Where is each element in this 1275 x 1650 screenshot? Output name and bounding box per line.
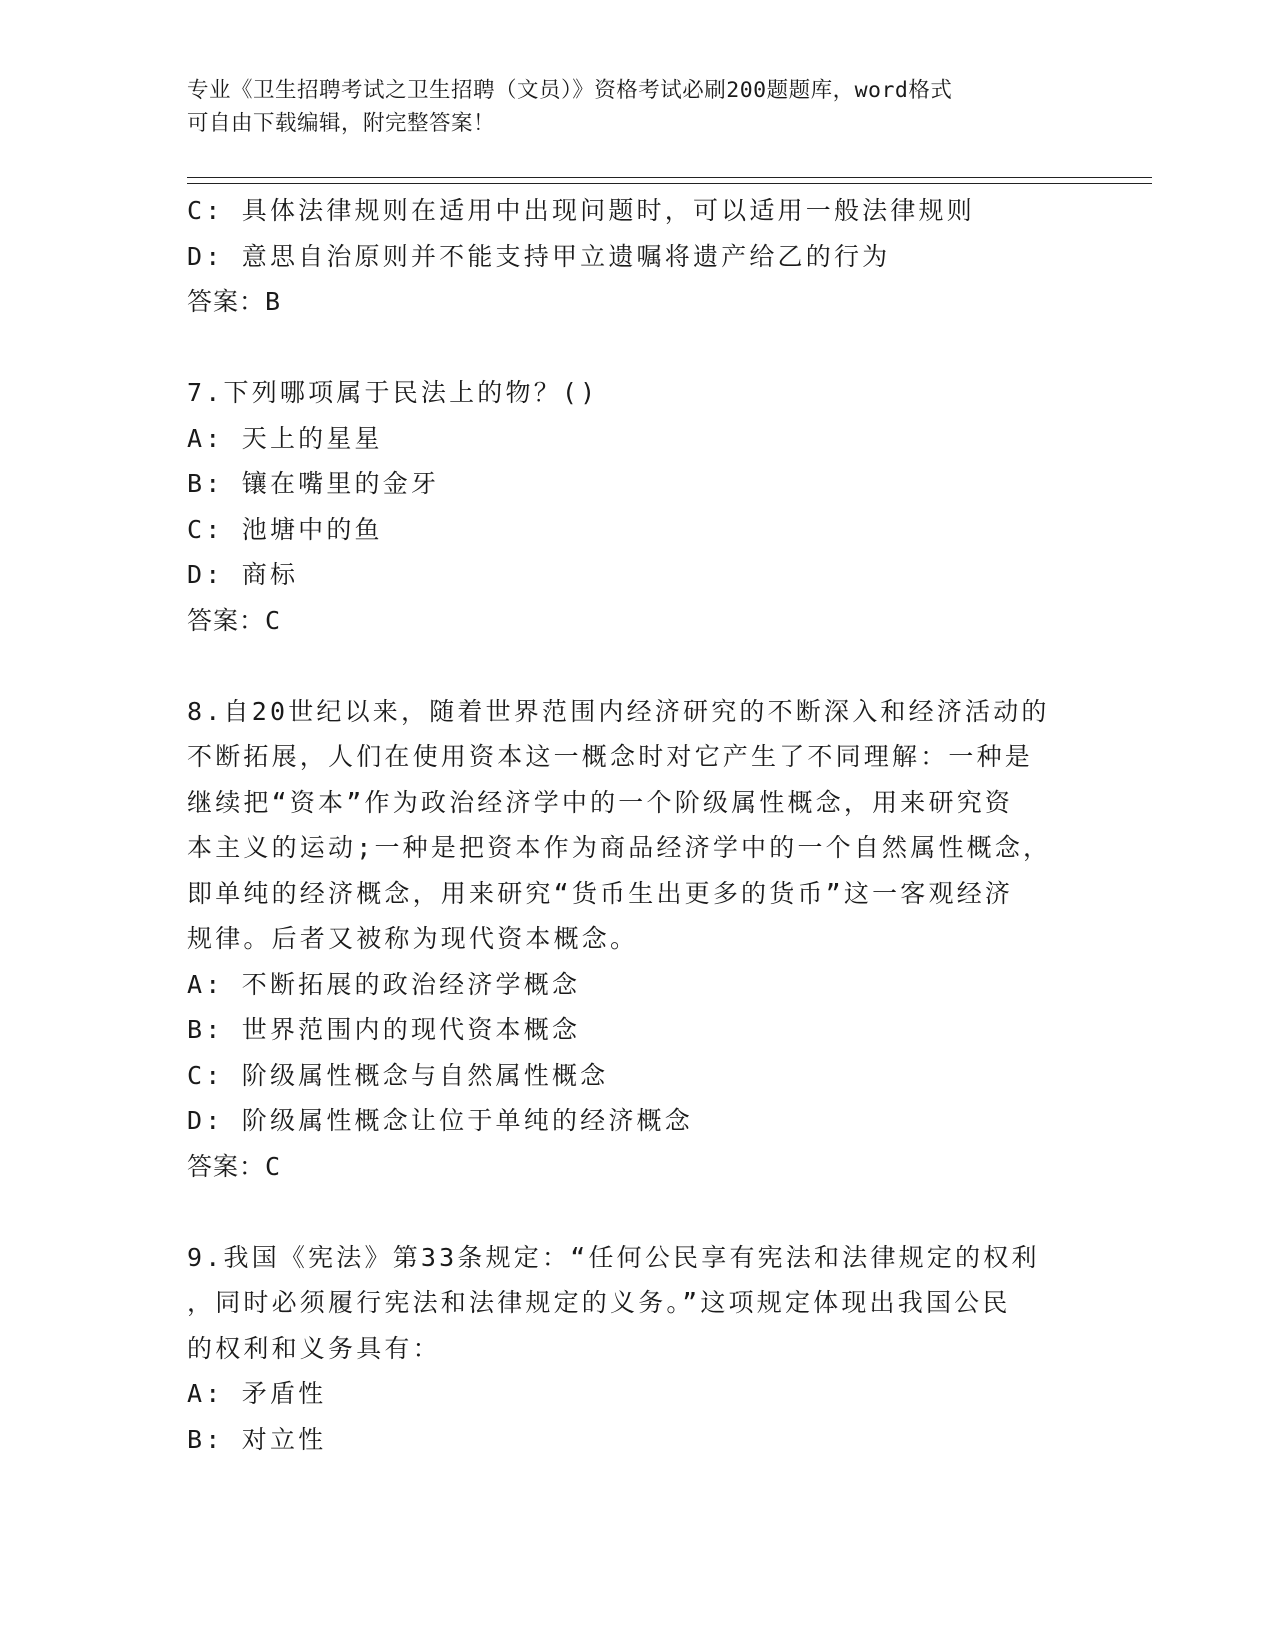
header-divider-bottom xyxy=(187,183,1152,184)
header-divider-top xyxy=(187,177,1152,178)
question-stem-line: 即单纯的经济概念，用来研究“货币生出更多的货币”这一客观经济 xyxy=(187,878,1014,908)
question-stem-line: 9.我国《宪法》第33条规定：“任何公民享有宪法和法律规定的权利 xyxy=(187,1242,1040,1272)
question-9 xyxy=(187,1235,1087,1463)
question-spacer xyxy=(187,1189,1087,1235)
option-d: D: 意思自治原则并不能支持甲立遗嘱将遗产给乙的行为 xyxy=(187,241,891,271)
header-title-line-1: 专业《卫生招聘考试之卫生招聘（文员）》资格考试必刷200题题库，word格式 xyxy=(187,78,953,103)
option-c: C: 具体法律规则在适用中出现问题时，可以适用一般法律规则 xyxy=(187,196,975,225)
question-stem-line: ，同时必须履行宪法和法律规定的义务。”这项规定体现出我国公民 xyxy=(187,1288,1011,1317)
option-a: A: 不断拓展的政治经济学概念 xyxy=(187,969,581,999)
question-stem-line: 不断拓展，人们在使用资本这一概念时对它产生了不同理解：一种是 xyxy=(187,742,1034,771)
question-spacer xyxy=(187,643,1087,689)
question-content xyxy=(187,188,1087,1462)
question-8 xyxy=(187,689,1087,1190)
option-b: B: 对立性 xyxy=(187,1424,327,1454)
document-header xyxy=(187,74,1067,140)
option-b: B: 镶在嘴里的金牙 xyxy=(187,469,440,498)
question-stem-line: 8.自20世纪以来，随着世界范围内经济研究的不断深入和经济活动的 xyxy=(187,696,1050,726)
question-stem-line: 的权利和义务具有： xyxy=(187,1333,441,1363)
option-b: B: 世界范围内的现代资本概念 xyxy=(187,1015,581,1044)
answer-line: 答案：B xyxy=(187,287,282,316)
answer-line: 答案：C xyxy=(187,605,282,635)
header-title-line-2: 可自由下载编辑，附完整答案！ xyxy=(187,111,496,136)
option-a: A: 矛盾性 xyxy=(187,1379,327,1408)
option-d: D: 商标 xyxy=(187,560,299,589)
question-stem: 7.下列哪项属于民法上的物？() xyxy=(187,378,599,407)
question-stem-line: 继续把“资本”作为政治经济学中的一个阶级属性概念，用来研究资 xyxy=(187,787,1014,817)
option-c: C: 阶级属性概念与自然属性概念 xyxy=(187,1060,609,1090)
option-a: A: 天上的星星 xyxy=(187,423,383,453)
question-6-continued xyxy=(187,188,1087,325)
answer-line: 答案：C xyxy=(187,1151,282,1181)
question-stem-line: 规律。后者又被称为现代资本概念。 xyxy=(187,924,639,953)
option-d: D: 阶级属性概念让位于单纯的经济概念 xyxy=(187,1106,693,1135)
option-c: C: 池塘中的鱼 xyxy=(187,514,383,544)
question-spacer xyxy=(187,325,1087,371)
question-7 xyxy=(187,370,1087,643)
question-stem-line: 本主义的运动;一种是把资本作为商品经济学中的一个自然属性概念， xyxy=(187,833,1052,862)
